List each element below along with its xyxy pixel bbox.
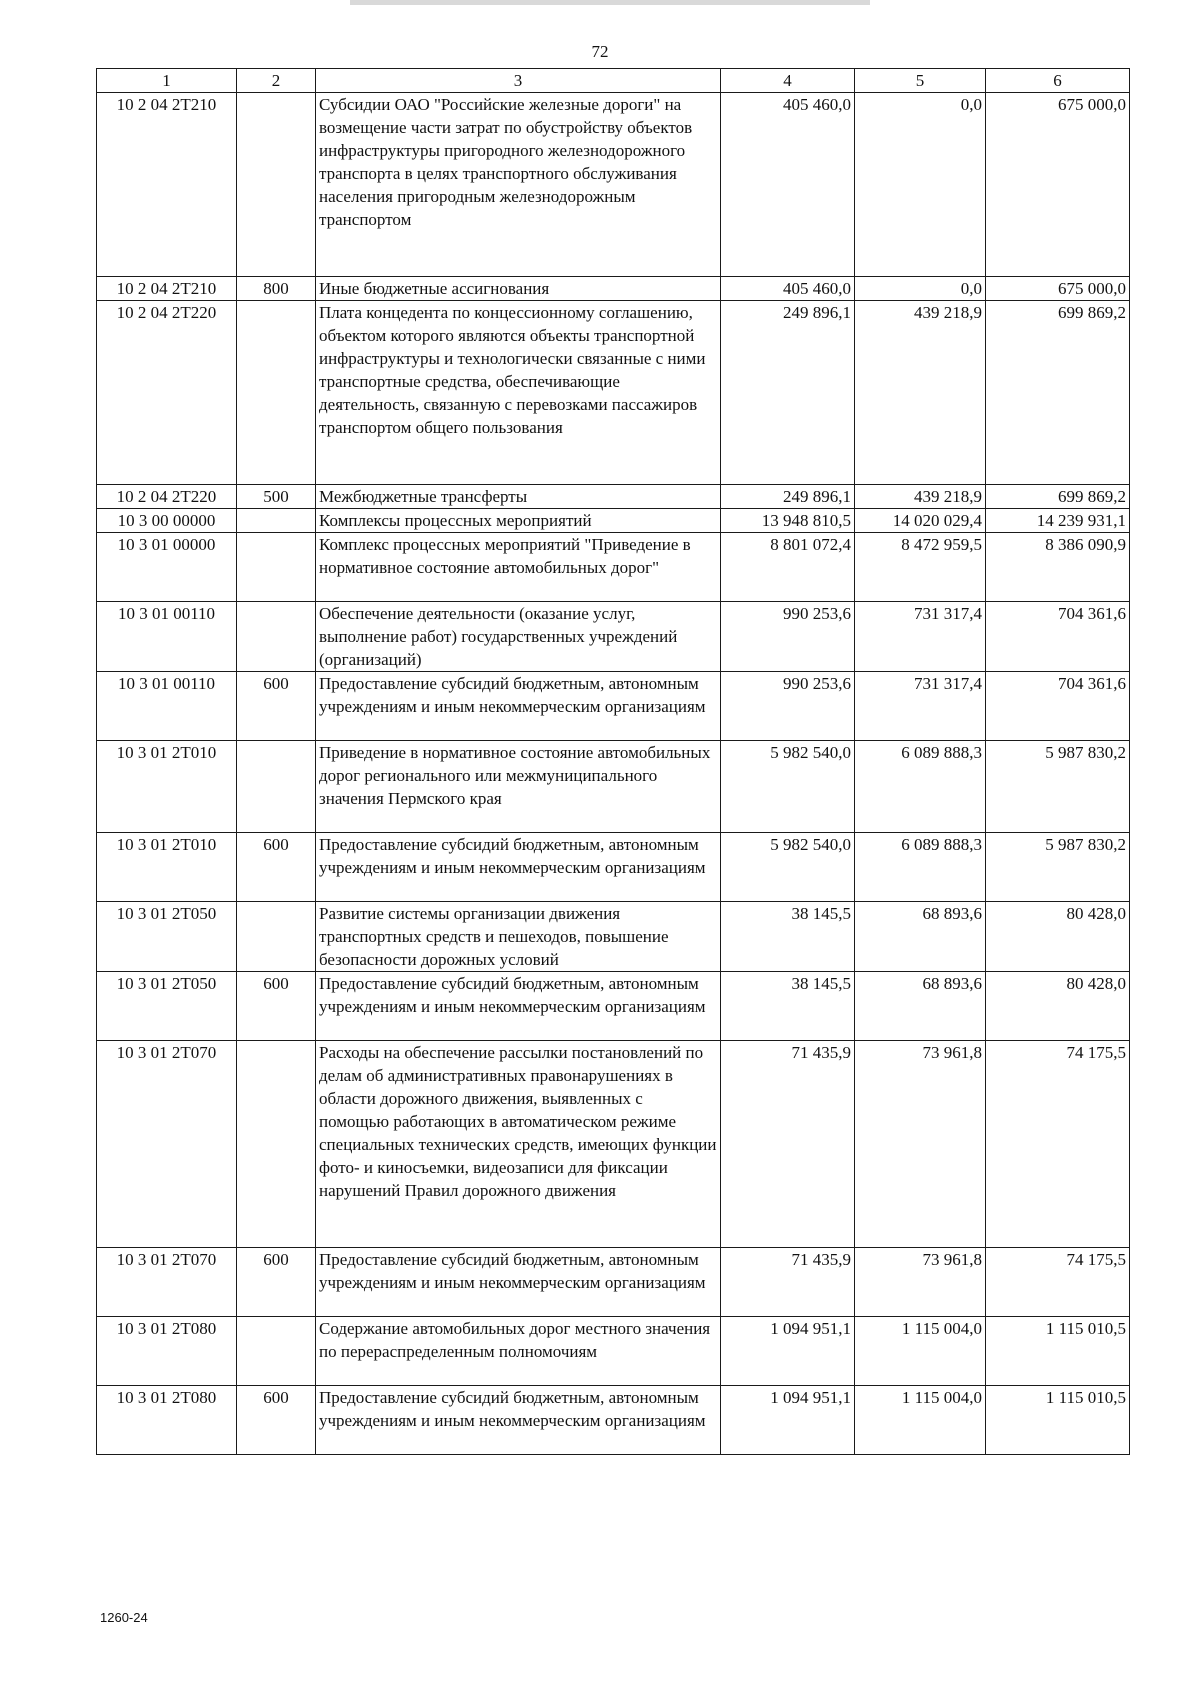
table-row (97, 277, 1130, 301)
cell-amount-2024: 71 435,9 (721, 1248, 855, 1317)
table-row (97, 93, 1130, 277)
cell-expense-type (237, 1317, 316, 1386)
table-row (97, 301, 1130, 485)
table-row (97, 533, 1130, 602)
cell-target-code: 10 3 01 00110 (97, 672, 237, 741)
cell-amount-2024: 5 982 540,0 (721, 833, 855, 902)
cell-expense-type (237, 741, 316, 833)
cell-amount-2026: 699 869,2 (986, 485, 1130, 509)
page-number: 72 (591, 42, 609, 61)
cell-expense-type: 600 (237, 1248, 316, 1317)
cell-amount-2024: 249 896,1 (721, 301, 855, 485)
cell-amount-2025: 14 020 029,4 (855, 509, 986, 533)
cell-amount-2026: 1 115 010,5 (986, 1317, 1130, 1386)
budget-table (96, 68, 1130, 1455)
cell-target-code: 10 2 04 2Т210 (97, 277, 237, 301)
table-row (97, 509, 1130, 533)
cell-name: Предоставление субсидий бюджетным, автономным учреждениям и иным некоммерческим организациям (316, 1386, 721, 1455)
cell-amount-2025: 439 218,9 (855, 301, 986, 485)
cell-amount-2024: 13 948 810,5 (721, 509, 855, 533)
cell-amount-2024: 8 801 072,4 (721, 533, 855, 602)
cell-amount-2025: 6 089 888,3 (855, 741, 986, 833)
cell-expense-type (237, 93, 316, 277)
cell-amount-2026: 1 115 010,5 (986, 1386, 1130, 1455)
scan-artifact (350, 0, 870, 5)
cell-expense-type: 600 (237, 833, 316, 902)
cell-amount-2026: 704 361,6 (986, 672, 1130, 741)
table-row (97, 972, 1130, 1041)
cell-amount-2024: 5 982 540,0 (721, 741, 855, 833)
cell-name: Предоставление субсидий бюджетным, автономным учреждениям и иным некоммерческим организациям (316, 972, 721, 1041)
cell-expense-type (237, 509, 316, 533)
cell-expense-type: 600 (237, 672, 316, 741)
cell-amount-2025: 68 893,6 (855, 972, 986, 1041)
cell-target-code: 10 3 00 00000 (97, 509, 237, 533)
cell-expense-type (237, 1041, 316, 1248)
cell-target-code: 10 3 01 2Т050 (97, 902, 237, 972)
cell-target-code: 10 2 04 2Т210 (97, 93, 237, 277)
cell-amount-2025: 1 115 004,0 (855, 1386, 986, 1455)
cell-amount-2025: 731 317,4 (855, 602, 986, 672)
cell-amount-2024: 990 253,6 (721, 602, 855, 672)
table-row (97, 1317, 1130, 1386)
cell-target-code: 10 3 01 00000 (97, 533, 237, 602)
header-col-3: 3 (316, 69, 721, 93)
cell-expense-type: 500 (237, 485, 316, 509)
table-row (97, 741, 1130, 833)
cell-target-code: 10 2 04 2Т220 (97, 485, 237, 509)
cell-expense-type (237, 902, 316, 972)
cell-amount-2026: 675 000,0 (986, 277, 1130, 301)
cell-amount-2026: 704 361,6 (986, 602, 1130, 672)
cell-amount-2026: 14 239 931,1 (986, 509, 1130, 533)
cell-name: Содержание автомобильных дорог местного значения по перераспределенным полномочиям (316, 1317, 721, 1386)
cell-amount-2026: 5 987 830,2 (986, 833, 1130, 902)
cell-name: Комплексы процессных мероприятий (316, 509, 721, 533)
cell-target-code: 10 3 01 2Т070 (97, 1248, 237, 1317)
table-row (97, 672, 1130, 741)
cell-amount-2024: 405 460,0 (721, 93, 855, 277)
cell-amount-2024: 38 145,5 (721, 902, 855, 972)
cell-name: Комплекс процессных мероприятий "Приведение в нормативное состояние автомобильных дорог" (316, 533, 721, 602)
header-col-4: 4 (721, 69, 855, 93)
header-col-5: 5 (855, 69, 986, 93)
cell-amount-2026: 675 000,0 (986, 93, 1130, 277)
cell-expense-type (237, 301, 316, 485)
cell-amount-2026: 699 869,2 (986, 301, 1130, 485)
cell-expense-type: 600 (237, 1386, 316, 1455)
cell-amount-2024: 1 094 951,1 (721, 1386, 855, 1455)
header-col-1: 1 (97, 69, 237, 93)
table-header-row (97, 69, 1130, 93)
cell-amount-2025: 1 115 004,0 (855, 1317, 986, 1386)
cell-amount-2025: 0,0 (855, 93, 986, 277)
cell-amount-2026: 80 428,0 (986, 902, 1130, 972)
cell-name: Обеспечение деятельности (оказание услуг, выполнение работ) государственных учреждений (организаций) (316, 602, 721, 672)
cell-name: Приведение в нормативное состояние автомобильных дорог регионального или межмуниципального значения Пермского края (316, 741, 721, 833)
cell-name: Иные бюджетные ассигнования (316, 277, 721, 301)
cell-target-code: 10 3 01 2Т010 (97, 833, 237, 902)
cell-amount-2026: 80 428,0 (986, 972, 1130, 1041)
cell-name: Межбюджетные трансферты (316, 485, 721, 509)
cell-name: Предоставление субсидий бюджетным, автономным учреждениям и иным некоммерческим организациям (316, 672, 721, 741)
cell-target-code: 10 3 01 00110 (97, 602, 237, 672)
cell-target-code: 10 2 04 2Т220 (97, 301, 237, 485)
cell-expense-type: 600 (237, 972, 316, 1041)
table-body (97, 93, 1130, 1455)
cell-amount-2024: 990 253,6 (721, 672, 855, 741)
cell-amount-2024: 71 435,9 (721, 1041, 855, 1248)
cell-name: Предоставление субсидий бюджетным, автономным учреждениям и иным некоммерческим организациям (316, 833, 721, 902)
cell-target-code: 10 3 01 2Т050 (97, 972, 237, 1041)
table-row (97, 1386, 1130, 1455)
table-row (97, 833, 1130, 902)
cell-expense-type (237, 602, 316, 672)
cell-amount-2026: 8 386 090,9 (986, 533, 1130, 602)
cell-amount-2025: 73 961,8 (855, 1248, 986, 1317)
table-row (97, 485, 1130, 509)
cell-amount-2025: 731 317,4 (855, 672, 986, 741)
table-row (97, 1041, 1130, 1248)
cell-amount-2026: 5 987 830,2 (986, 741, 1130, 833)
cell-target-code: 10 3 01 2Т080 (97, 1317, 237, 1386)
table-row (97, 902, 1130, 972)
header-col-6: 6 (986, 69, 1130, 93)
cell-amount-2025: 73 961,8 (855, 1041, 986, 1248)
table-row (97, 1248, 1130, 1317)
header-col-2: 2 (237, 69, 316, 93)
cell-amount-2025: 439 218,9 (855, 485, 986, 509)
cell-amount-2025: 0,0 (855, 277, 986, 301)
cell-amount-2026: 74 175,5 (986, 1248, 1130, 1317)
cell-amount-2025: 8 472 959,5 (855, 533, 986, 602)
cell-target-code: 10 3 01 2Т010 (97, 741, 237, 833)
table-row (97, 602, 1130, 672)
document-code: 1260-24 (100, 1610, 148, 1625)
cell-name: Плата концедента по концессионному соглашению, объектом которого являются объекты транспортной инфраструктуры и технологически связанные с ними транспортные средства, обеспечивающие деятельность, связанную с перевозками пассажиров транспортом общего пользования (316, 301, 721, 485)
cell-name: Предоставление субсидий бюджетным, автономным учреждениям и иным некоммерческим организациям (316, 1248, 721, 1317)
cell-name: Расходы на обеспечение рассылки постановлений по делам об административных правонарушениях в области дорожного движения, выявленных с помощью работающих в автоматическом режиме специальных технических средств, имеющих функции фото- и киносъемки, видеозаписи для фиксации нарушений Правил дорожного движения (316, 1041, 721, 1248)
cell-amount-2025: 68 893,6 (855, 902, 986, 972)
cell-expense-type: 800 (237, 277, 316, 301)
cell-target-code: 10 3 01 2Т080 (97, 1386, 237, 1455)
cell-name: Субсидии ОАО "Российские железные дороги" на возмещение части затрат по обустройству объектов инфраструктуры пригородного железнодорожного транспорта в целях транспортного обслуживания населения пригородным железнодорожным транспортом (316, 93, 721, 277)
cell-amount-2024: 405 460,0 (721, 277, 855, 301)
cell-amount-2024: 249 896,1 (721, 485, 855, 509)
cell-target-code: 10 3 01 2Т070 (97, 1041, 237, 1248)
cell-amount-2024: 1 094 951,1 (721, 1317, 855, 1386)
cell-expense-type (237, 533, 316, 602)
cell-amount-2024: 38 145,5 (721, 972, 855, 1041)
cell-amount-2025: 6 089 888,3 (855, 833, 986, 902)
cell-name: Развитие системы организации движения транспортных средств и пешеходов, повышение безопасности дорожных условий (316, 902, 721, 972)
cell-amount-2026: 74 175,5 (986, 1041, 1130, 1248)
